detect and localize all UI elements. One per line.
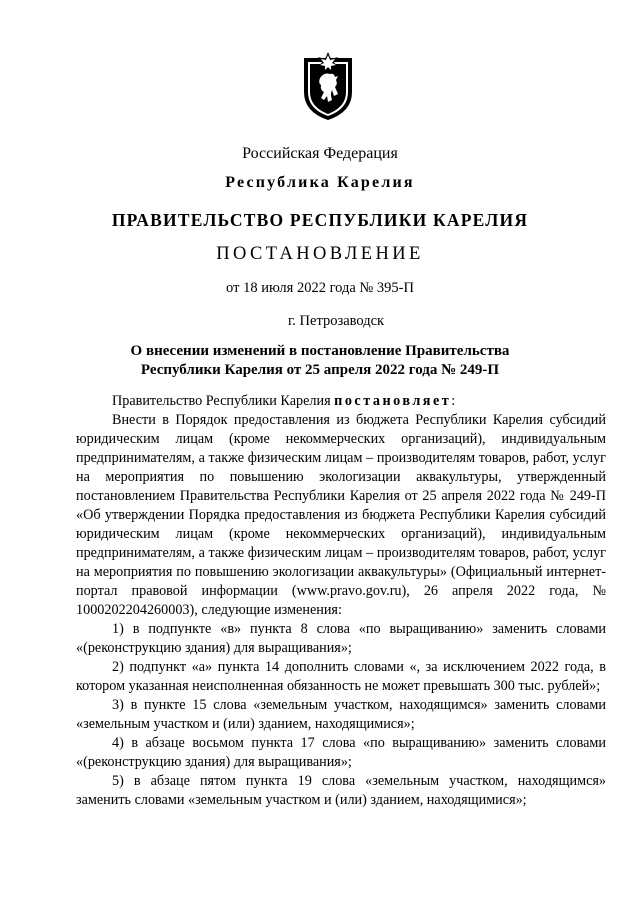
- country-name: Российская Федерация: [242, 145, 398, 162]
- preamble-verb: постановляет: [334, 393, 452, 409]
- title-line: Республики Карелия от 25 апреля 2022 года № 249-П: [140, 362, 500, 378]
- list-item: 2) подпункт «а» пункта 14 дополнить словами «, за исключением 2022 года, в котором указанная неисполненная обязанность не может превышать 300 тыс. рублей»;: [76, 659, 606, 694]
- list-item: 4) в абзаце восьмом пункта 17 слова «по выращиванию» заменить словами «(реконструкцию здания) для выращивания»;: [76, 735, 606, 770]
- list-item: 1) в подпункте «в» пункта 8 слова «по выращиванию» заменить словами «(реконструкцию здания) для выращивания»;: [76, 621, 606, 656]
- list-item: 5) в абзаце пятом пункта 19 слова «земельным участком, находящимся» заменить словами «земельным участком и (или) зданием, находящимися»;: [76, 773, 606, 808]
- title-line: О внесении изменений в постановление Правительства: [130, 343, 510, 359]
- republic-name: Республика Карелия: [225, 174, 415, 191]
- document-title: [60, 342, 580, 380]
- coat-of-arms-emblem: [300, 52, 356, 122]
- document-type: ПОСТАНОВЛЕНИЕ: [216, 244, 424, 264]
- government-name: ПРАВИТЕЛЬСТВО РЕСПУБЛИКИ КАРЕЛИЯ: [111, 210, 529, 230]
- city: г. Петрозаводск: [288, 313, 385, 329]
- list-item: 3) в пункте 15 слова «земельным участком, находящимся» заменить словами «земельным участком и (или) зданием, находящимися»;: [76, 697, 606, 732]
- preamble-subject: Правительство Республики Карелия: [112, 393, 335, 409]
- preamble-end: :: [451, 393, 456, 409]
- intro-paragraph: Внести в Порядок предоставления из бюджета Республики Карелия субсидий юридическим лицам (кроме некоммерческих организаций), индивидуальным предпринимателям, а также физическим лицам – производителям товаров, работ, услуг на мероприятия по повышению экологизации аквакультуры, утвержденный постановлением Правительства Республики Карелия от 25 апреля 2022 года № 249-П «Об утверждении Порядка предоставления из бюджета Республики Карелия субсидий юридическим лицам (кроме некоммерческих организаций), индивидуальным предпринимателям, а также физическим лицам – производителям товаров, работ, услуг на мероприятия по повышению экологизации аквакультуры» (Официальный интернет-портал правовой информации (www.pravo.gov.ru), 26 апреля 2022 года, № 1000202204260003), следующие изменения:: [76, 412, 606, 618]
- document-body: [76, 392, 606, 810]
- preamble: [76, 392, 606, 411]
- date-number: от 18 июля 2022 года № 395-П: [226, 280, 414, 296]
